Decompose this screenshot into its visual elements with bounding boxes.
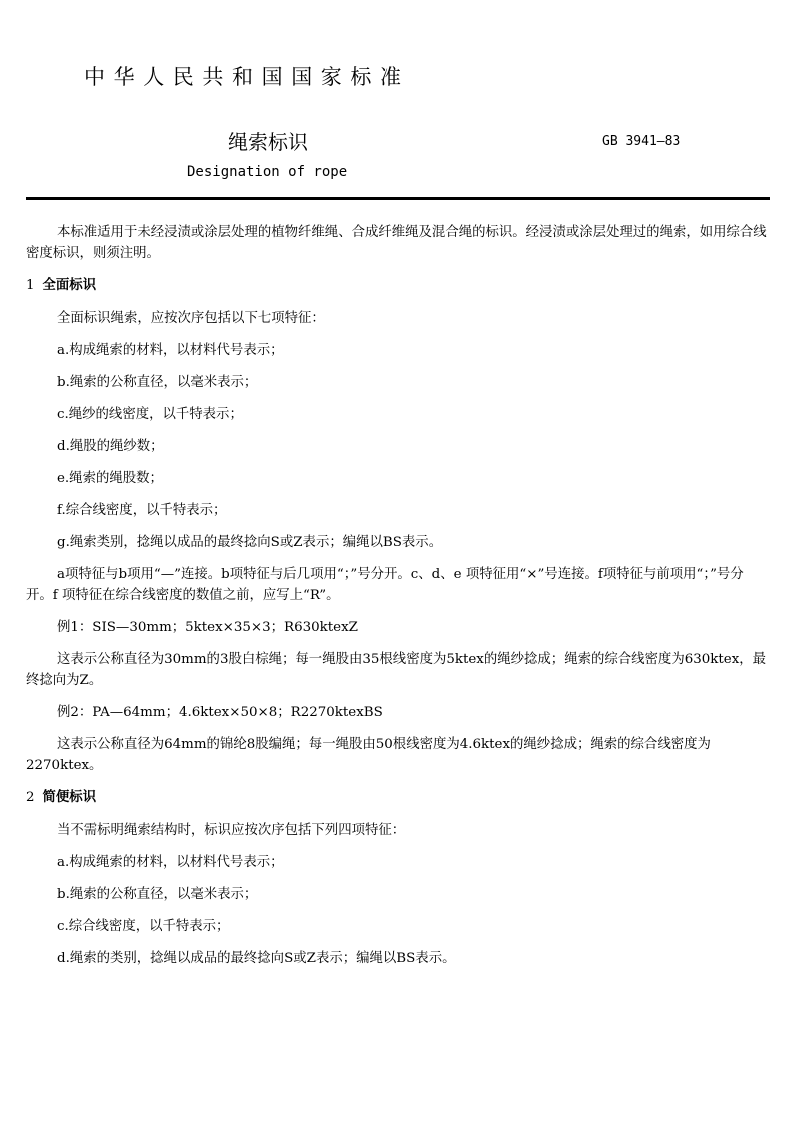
section-title: 简便标识 xyxy=(42,790,97,805)
list-item: c.综合线密度，以千特表示； xyxy=(57,919,230,934)
list-item: a.构成绳索的材料，以材料代号表示； xyxy=(57,855,284,870)
document-title-english: Designation of rope xyxy=(187,164,348,180)
standard-organization-header: 中华人民共和国国家标准 xyxy=(84,65,410,89)
section-title: 全面标识 xyxy=(42,278,97,293)
document-body xyxy=(26,222,770,980)
list-item: b.绳索的公称直径，以毫米表示； xyxy=(57,375,258,390)
example-2-explanation: 这表示公称直径为64mm的锦纶8股编绳；每一绳股由50根线密度为4.6ktex的绳纱捻成；绳索的综合线密度为2270ktex。 xyxy=(26,737,711,773)
example-1-explanation: 这表示公称直径为30mm的3股白棕绳；每一绳股由35根线密度为5ktex的绳纱捻成；绳索的综合线密度为630ktex，最终捻向为Z。 xyxy=(26,652,767,688)
document-title: 绳索标识 xyxy=(228,130,308,154)
list-item: d.绳索的类别，捻绳以成品的最终捻向S或Z表示；编绳以BS表示。 xyxy=(57,951,456,966)
standard-code: GB 3941—83 xyxy=(602,134,681,149)
list-item: f.综合线密度，以千特表示； xyxy=(57,503,227,518)
section-heading-simple-designation xyxy=(26,787,770,808)
section-heading-full-designation xyxy=(26,275,770,296)
list-item: g.绳索类别，捻绳以成品的最终捻向S或Z表示；编绳以BS表示。 xyxy=(57,535,443,550)
example-2: 例2：PA—64mm；4.6ktex×50×8；R2270ktexBS xyxy=(57,705,383,720)
section-number: 2 xyxy=(26,790,35,805)
section-lead: 当不需标明绳索结构时，标识应按次序包括下列四项特征： xyxy=(57,823,406,838)
list-item: e.绳索的绳股数； xyxy=(57,471,163,486)
list-item: b.绳索的公称直径，以毫米表示； xyxy=(57,887,258,902)
list-item: c.绳纱的线密度，以千特表示； xyxy=(57,407,243,422)
list-item: a.构成绳索的材料，以材料代号表示； xyxy=(57,343,284,358)
section-number: 1 xyxy=(26,278,35,293)
header-divider xyxy=(26,197,770,200)
connection-rule-paragraph: a项特征与b项用“—”连接。b项特征与后几项用“；”号分开。c、d、e 项特征用“×”号连接。f项特征与前项用“；”号分开。f 项特征在综合线密度的数值之前，应写上“R”。 xyxy=(26,567,744,603)
intro-paragraph: 本标准适用于未经浸渍或涂层处理的植物纤维绳、合成纤维绳及混合绳的标识。经浸渍或涂层处理过的绳索，如用综合线密度标识，则须注明。 xyxy=(26,225,767,261)
section-lead: 全面标识绳索，应按次序包括以下七项特征： xyxy=(57,311,325,326)
example-1: 例1：SIS—30mm；5ktex×35×3；R630ktexZ xyxy=(57,620,358,635)
list-item: d.绳股的绳纱数； xyxy=(57,439,164,454)
